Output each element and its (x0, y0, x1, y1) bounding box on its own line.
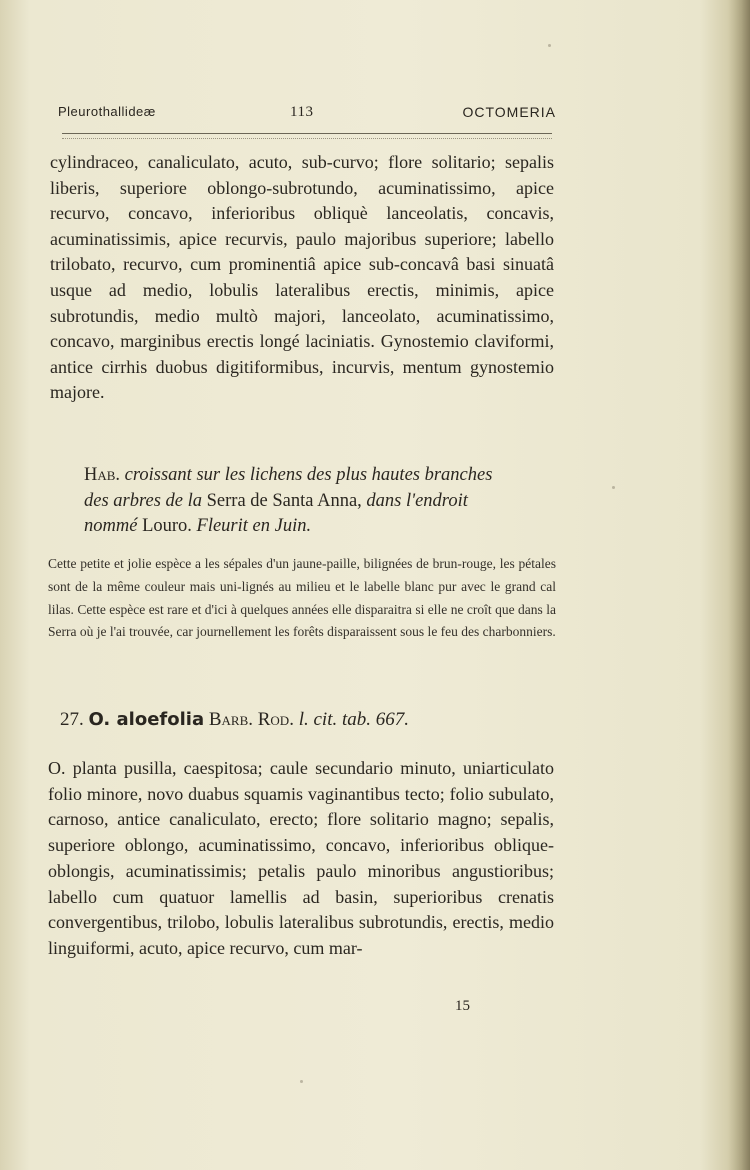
page-number: 113 (290, 104, 314, 120)
habitat-paragraph (84, 463, 552, 540)
habitat-line-3 (84, 514, 552, 540)
paper-speck (300, 1080, 303, 1083)
paper-speck (548, 44, 551, 47)
species-name: O. aloefolia (88, 709, 205, 730)
habitat-locality: Louro. (142, 516, 192, 536)
latin-description-paragraph: cylindraceo, canaliculato, acuto, sub-curvo; flore solitario; sepalis liberis, superiore oblongo-subrotundo, acuminatissimo, apice recurvo, concavo, inferioribus obliquè lanceolatis, concavis, acuminatissimis, apice recurvis, paulo majoribus superiore; labello trilobato, recurvo, cum prominentiâ apice sub-concavâ basi sinuatâ usque ad medio, lobulis lateralibus erectis, minimis, apice subrotundis, medio multò majori, lanceolato, acuminatissimo, concavo, marginibus erectis longé laciniatis. Gynostemio claviformi, antice cirrhis duobus digitiformibus, incurvis, mentum gynostemio majore. (50, 152, 554, 403)
header-rule (62, 133, 552, 139)
french-note-paragraph: Cette petite et jolie espèce a les sépales d'un jaune-paille, bilignées de brun-rouge, les pétales sont de la même couleur mais uni-lignés au milieu et le labelle blanc pur avec le grand cal lilas. Cette espèce est rare et d'ici à quelques années elle disparaitra si elle ne croît que dans la Serra où je l'ai trouvée, car journellement les forêts disparaissent sous le feu des charbonniers. (48, 556, 556, 640)
signature-mark: 15 (455, 998, 470, 1014)
species-author: Barb. Rod. (208, 709, 294, 730)
species-citation: l. cit. tab. 667. (298, 709, 410, 730)
habitat-text-3a: nommé (84, 516, 138, 536)
running-head-section: Pleurothallideæ (58, 104, 156, 119)
gutter-shadow (728, 0, 750, 1170)
habitat-text-2c: dans l'endroit (366, 490, 468, 511)
habitat-place: Serra de Santa Anna, (206, 490, 362, 511)
species-description-paragraph: O. planta pusilla, caespitosa; caule secundario minuto, uniarticulato folio minore, novo duabus squamis vaginantibus tecto; folio subulato, carnoso, antice canaliculato, erecto; flore solitario magno; sepalis, superiore oblongo, acuminatissimo, concavo, inferioribus oblique-oblongis, acuminatissimis; petalis paulo minoribus angustioribus; labello cum quatuor lamellis ad basin, superioribus crenatis convergentibus, trilobo, lobulis lateralibus subrotundis, erectis, medio linguiformi, acuto, apice recurvo, cum mar- (48, 758, 554, 958)
paper-speck (612, 486, 615, 489)
running-head-genus: OCTOMERIA (462, 104, 556, 120)
habitat-line-2 (84, 489, 552, 515)
species-number: 27. (60, 709, 84, 730)
habitat-flowering: Fleurit en Juin. (196, 516, 312, 536)
habitat-line-1 (84, 463, 552, 489)
habitat-abbr: Hab. (84, 465, 121, 485)
habitat-text-2a: des arbres de la (84, 490, 203, 511)
habitat-text-1: croissant sur les lichens des plus hautes branches (124, 465, 493, 485)
species-heading (60, 706, 550, 734)
running-head (58, 104, 556, 128)
